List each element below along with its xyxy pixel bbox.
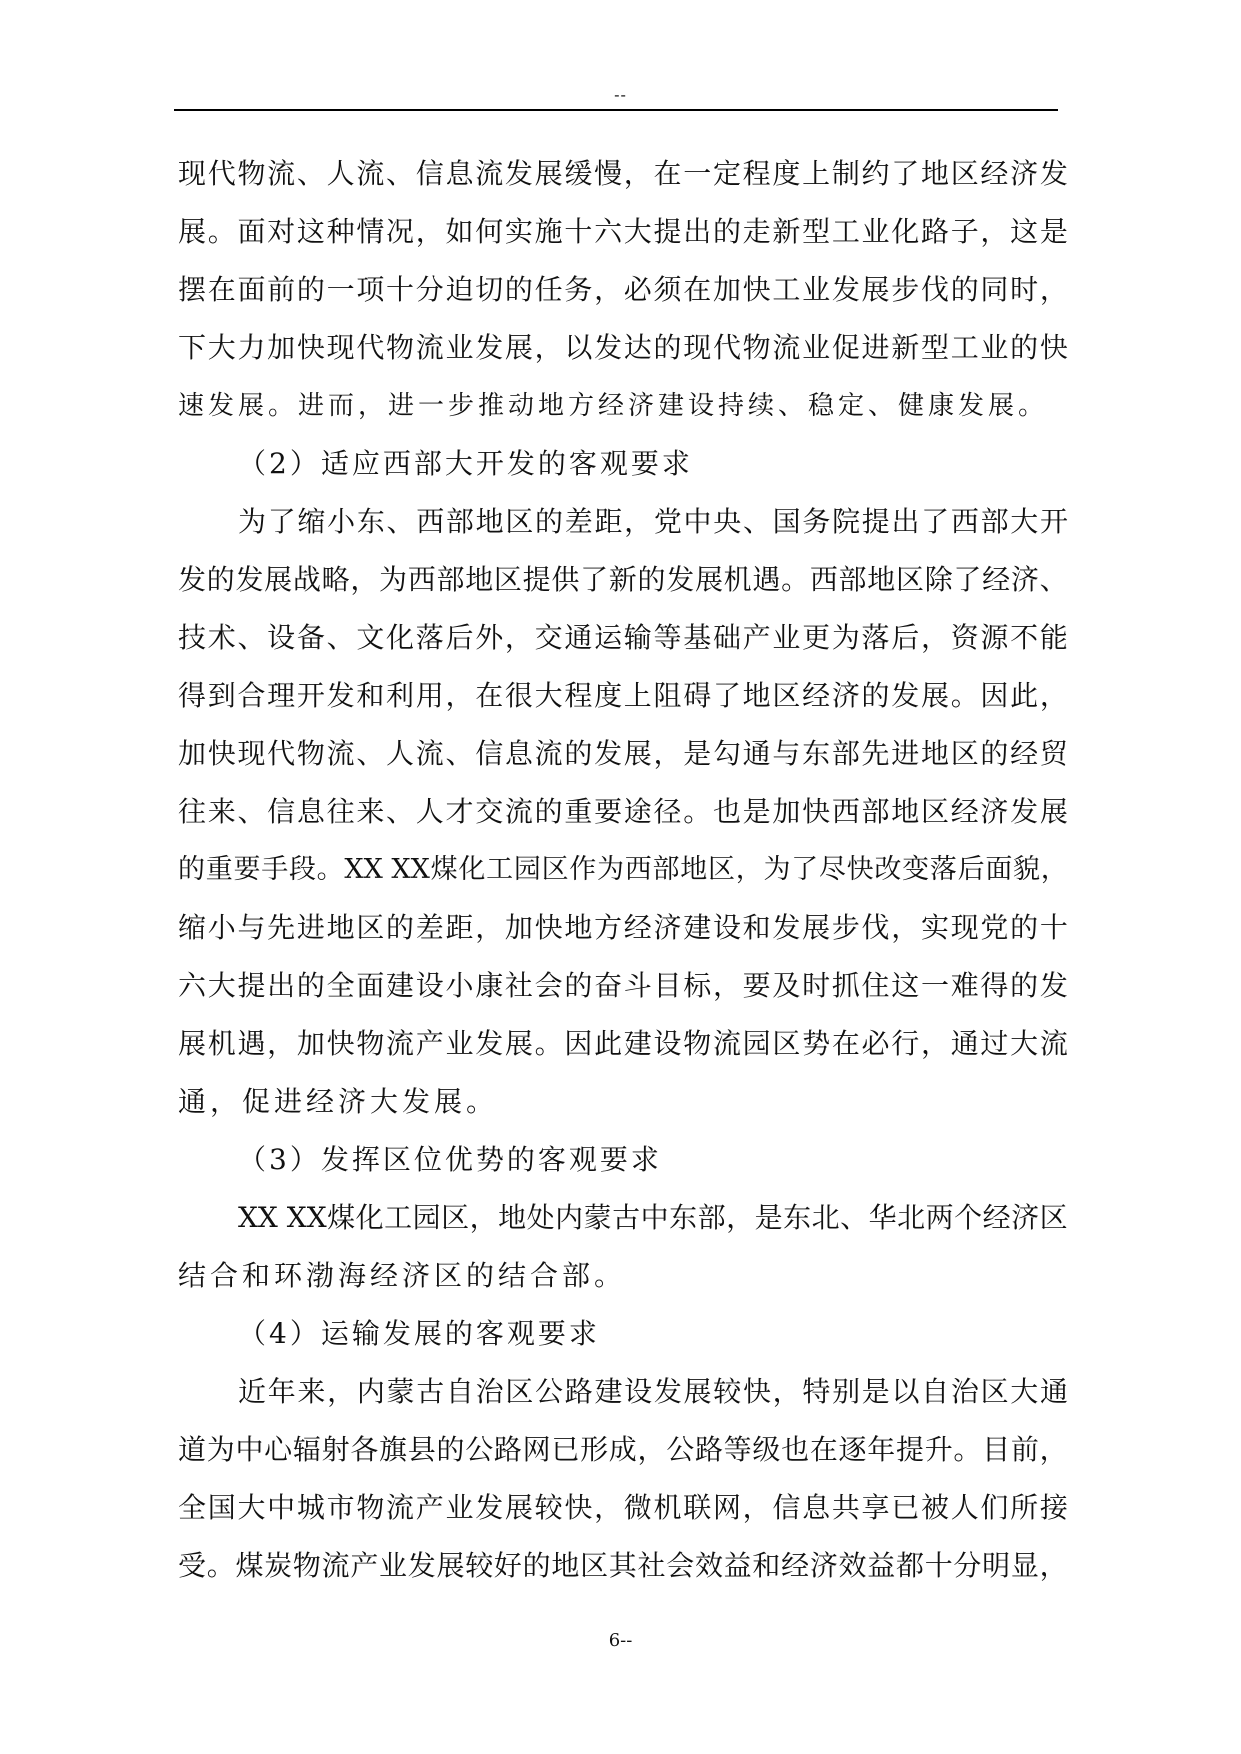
page-number: 6-- [608, 1630, 633, 1651]
text-line: 通，促进经济大发展。 [178, 1085, 499, 1118]
section-heading: （4）运输发展的客观要求 [238, 1317, 600, 1350]
text-line: 往 来 、 信 息 往 来 、 人 才 交 流 的 重 要 途 径 。 也 是 加 快 西 部 地 区 经 济 发 展 [178, 795, 1068, 828]
text-line: 受 。 煤 炭 物 流 产 业 发 展 较 好 的 地 区 其 社 会 效 益 和 经 济 效 益 都 十 分 明 显 ， [178, 1549, 1068, 1582]
text-line: 速发展。进而，进一步推动地方经济建设持续、稳定、健康发展。 [178, 391, 1049, 421]
text-line: 结合和环渤海经济区的结合部。 [178, 1259, 627, 1292]
text-line: 下 大 力 加 快 现 代 物 流 业 发 展 ， 以 发 达 的 现 代 物 流 业 促 进 新 型 工 业 的 快 [178, 331, 1068, 364]
header-mark: -- [614, 85, 627, 104]
section-heading: （3）发挥区位优势的客观要求 [238, 1143, 662, 1176]
header-rule [174, 109, 1058, 111]
text-line: 为 了 缩 小 东 、 西 部 地 区 的 差 距 ， 党 中 央 、 国 务 院 提 出 了 西 部 大 开 [238, 505, 1068, 538]
text-line: 展 。 面 对 这 种 情 况 ， 如 何 实 施 十 六 大 提 出 的 走 新 型 工 业 化 路 子 ， 这 是 [178, 215, 1068, 248]
document-body [178, 145, 1068, 1595]
text-line: 摆 在 面 前 的 一 项 十 分 迫 切 的 任 务 ， 必 须 在 加 快 工 业 发 展 步 伐 的 同 时 ， [178, 273, 1068, 306]
text-line: 现 代 物 流 、 人 流 、 信 息 流 发 展 缓 慢 ， 在 一 定 程 度 上 制 约 了 地 区 经 济 发 [178, 157, 1068, 190]
text-line: 发 的 发 展 战 略 ， 为 西 部 地 区 提 供 了 新 的 发 展 机 遇 。 西 部 地 区 除 了 经 济 、 [178, 563, 1068, 596]
text-line: 加 快 现 代 物 流 、 人 流 、 信 息 流 的 发 展 ， 是 勾 通 与 东 部 先 进 地 区 的 经 贸 [178, 737, 1068, 770]
text-line: 全 国 大 中 城 市 物 流 产 业 发 展 较 快 ， 微 机 联 网 ， 信 息 共 享 已 被 人 们 所 接 [178, 1491, 1068, 1524]
text-line: 技 术 、 设 备 、 文 化 落 后 外 ， 交 通 运 输 等 基 础 产 业 更 为 落 后 ， 资 源 不 能 [178, 621, 1068, 654]
section-heading: （2）适应西部大开发的客观要求 [238, 447, 693, 480]
text-line: XX XX 煤 化 工 园 区 ， 地 处 内 蒙 古 中 东 部 ， 是 东 北 、 华 北 两 个 经 济 区 [238, 1201, 1068, 1234]
text-line: 展 机 遇 ， 加 快 物 流 产 业 发 展 。 因 此 建 设 物 流 园 区 势 在 必 行 ， 通 过 大 流 [178, 1027, 1068, 1060]
text-line: 缩 小 与 先 进 地 区 的 差 距 ， 加 快 地 方 经 济 建 设 和 发 展 步 伐 ， 实 现 党 的 十 [178, 911, 1068, 944]
text-line: 得 到 合 理 开 发 和 利 用 ， 在 很 大 程 度 上 阻 碍 了 地 区 经 济 的 发 展 。 因 此 ， [178, 679, 1068, 712]
text-line: 道 为 中 心 辐 射 各 旗 县 的 公 路 网 已 形 成 ， 公 路 等 级 也 在 逐 年 提 升 。 目 前 ， [178, 1433, 1068, 1466]
text-line: 六 大 提 出 的 全 面 建 设 小 康 社 会 的 奋 斗 目 标 ， 要 及 时 抓 住 这 一 难 得 的 发 [178, 969, 1068, 1002]
text-line: 的 重 要 手 段 。 XX XX 煤 化 工 园 区 作 为 西 部 地 区 ， 为 了 尽 快 改 变 落 后 面 貌 ， [178, 854, 1068, 885]
text-line: 近 年 来 ， 内 蒙 古 自 治 区 公 路 建 设 发 展 较 快 ， 特 别 是 以 自 治 区 大 通 [238, 1375, 1068, 1408]
